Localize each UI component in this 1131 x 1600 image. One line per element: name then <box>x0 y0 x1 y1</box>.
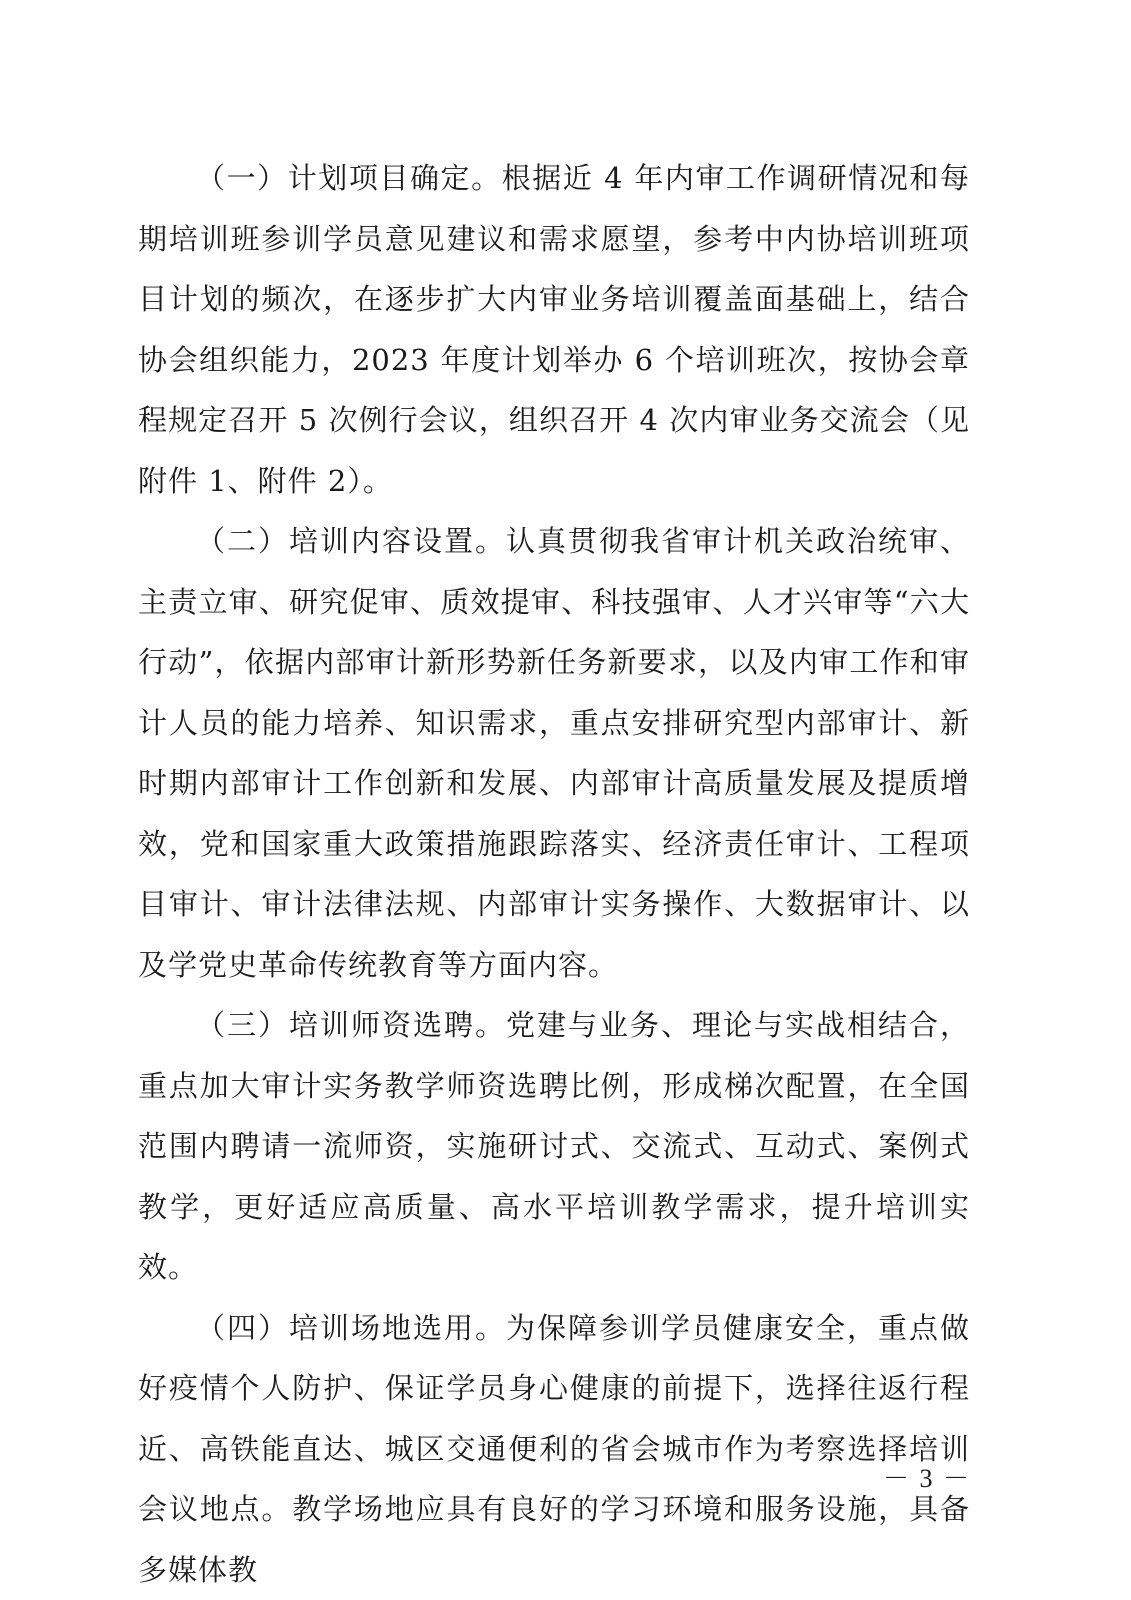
document-body <box>138 148 970 1600</box>
paragraph-venue-selection: （四）培训场地选用。为保障参训学员健康安全，重点做好疫情个人防护、保证学员身心健康的前提下，选择往返行程近、高铁能直达、城区交通便利的省会城市作为考察选择培训会议地点。教学场地应具有良好的学习环境和服务设施，具备多媒体教 <box>138 1310 970 1587</box>
page-number: － 3 － <box>882 1464 971 1493</box>
paragraph-teacher-selection: （三）培训师资选聘。党建与业务、理论与实战相结合，重点加大审计实务教学师资选聘比例，形成梯次配置，在全国范围内聘请一流师资，实施研讨式、交流式、互动式、案例式教学，更好适应高质量、高水平培训教学需求，提升培训实效。 <box>138 1008 970 1284</box>
paragraph-training-content: （二）培训内容设置。认真贯彻我省审计机关政治统审、主责立审、研究促审、质效提审、科技强审、人才兴审等“六大行动”，依据内部审计新形势新任务新要求，以及内审工作和审计人员的能力培养、知识需求，重点安排研究型内部审计、新时期内部审计工作创新和发展、内部审计高质量发展及提质增效，党和国家重大政策措施跟踪落实、经济责任审计、工程项目审计、审计法律法规、内部审计实务操作、大数据审计、以及学党史革命传统教育等方面内容。 <box>138 524 970 982</box>
paragraph-plan-items: （一）计划项目确定。根据近 4 年内审工作调研情况和每期培训班参训学员意见建议和需求愿望，参考中内协培训班项目计划的频次，在逐步扩大内审业务培训覆盖面基础上，结合协会组织能力，2023 年度计划举办 6 个培训班次，按协会章程规定召开 5 次例行会议，组织召开 4 次内审业务交流会（见附件 1、附件 2）。 <box>138 161 970 498</box>
